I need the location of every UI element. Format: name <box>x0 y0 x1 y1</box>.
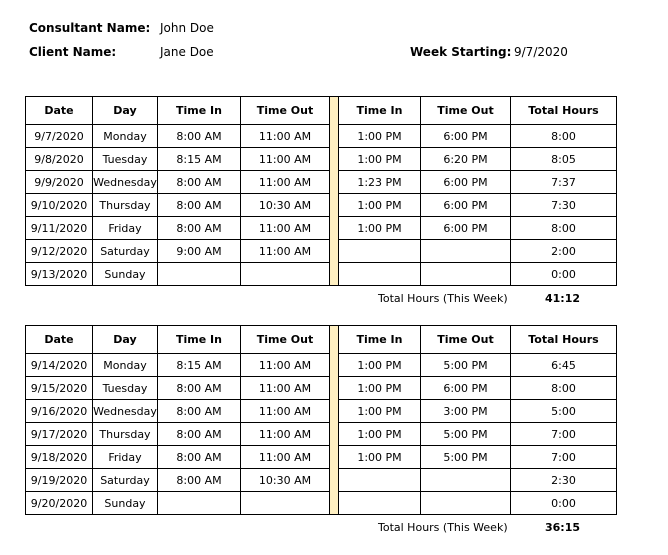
table-header-row <box>26 326 617 354</box>
column-separator <box>330 469 339 492</box>
cell-date: 9/14/2020 <box>26 354 93 377</box>
column-separator <box>330 423 339 446</box>
col-header-day: Day <box>93 97 158 125</box>
cell-date: 9/12/2020 <box>26 240 93 263</box>
col-header-day: Day <box>93 326 158 354</box>
cell-time-out-pm: 5:00 PM <box>421 446 511 469</box>
cell-time-in-am: 8:00 AM <box>158 400 241 423</box>
col-header-time-out-pm: Time Out <box>421 97 511 125</box>
cell-date: 9/7/2020 <box>26 125 93 148</box>
table-row <box>26 469 617 492</box>
cell-time-out-pm: 6:00 PM <box>421 217 511 240</box>
cell-time-out-am: 11:00 AM <box>241 423 330 446</box>
cell-date: 9/16/2020 <box>26 400 93 423</box>
cell-time-out-pm: 5:00 PM <box>421 423 511 446</box>
cell-time-in-pm <box>339 469 421 492</box>
cell-time-out-am: 11:00 AM <box>241 446 330 469</box>
cell-total-hours: 5:00 <box>511 400 617 423</box>
cell-total-hours: 7:00 <box>511 423 617 446</box>
cell-day: Wednesday <box>93 171 158 194</box>
table-row <box>26 492 617 515</box>
consultant-name-label: Consultant Name: <box>29 21 151 35</box>
cell-time-in-pm: 1:00 PM <box>339 125 421 148</box>
cell-time-in-pm: 1:00 PM <box>339 148 421 171</box>
column-separator <box>330 377 339 400</box>
client-name-label: Client Name: <box>29 45 117 59</box>
cell-time-out-pm <box>421 469 511 492</box>
consultant-name-value: John Doe <box>160 21 214 35</box>
cell-day: Friday <box>93 217 158 240</box>
table-row <box>26 240 617 263</box>
cell-time-in-am: 8:00 AM <box>158 217 241 240</box>
cell-date: 9/19/2020 <box>26 469 93 492</box>
cell-day: Saturday <box>93 469 158 492</box>
cell-day: Tuesday <box>93 148 158 171</box>
cell-date: 9/11/2020 <box>26 217 93 240</box>
cell-time-in-pm: 1:00 PM <box>339 377 421 400</box>
cell-time-in-am: 8:00 AM <box>158 423 241 446</box>
cell-time-in-am: 8:00 AM <box>158 171 241 194</box>
table-row <box>26 125 617 148</box>
cell-time-in-am: 8:15 AM <box>158 148 241 171</box>
column-separator <box>330 148 339 171</box>
cell-date: 9/20/2020 <box>26 492 93 515</box>
cell-total-hours: 0:00 <box>511 263 617 286</box>
table-row <box>26 263 617 286</box>
cell-date: 9/18/2020 <box>26 446 93 469</box>
cell-total-hours: 2:00 <box>511 240 617 263</box>
cell-time-in-pm <box>339 240 421 263</box>
cell-day: Friday <box>93 446 158 469</box>
cell-time-in-pm: 1:23 PM <box>339 171 421 194</box>
column-separator <box>330 354 339 377</box>
col-header-total-hours: Total Hours <box>511 97 617 125</box>
cell-total-hours: 8:00 <box>511 125 617 148</box>
cell-time-in-pm <box>339 492 421 515</box>
cell-day: Sunday <box>93 492 158 515</box>
week-1-total-label: Total Hours (This Week) <box>378 292 508 305</box>
column-separator <box>330 446 339 469</box>
cell-total-hours: 8:00 <box>511 377 617 400</box>
table-row <box>26 194 617 217</box>
col-header-time-in-am: Time In <box>158 326 241 354</box>
cell-date: 9/13/2020 <box>26 263 93 286</box>
cell-time-in-pm: 1:00 PM <box>339 446 421 469</box>
cell-day: Thursday <box>93 423 158 446</box>
cell-time-out-am: 11:00 AM <box>241 171 330 194</box>
column-separator <box>330 97 339 125</box>
cell-time-in-am <box>158 263 241 286</box>
col-header-time-out-am: Time Out <box>241 97 330 125</box>
cell-total-hours: 7:30 <box>511 194 617 217</box>
cell-time-out-am: 11:00 AM <box>241 400 330 423</box>
table-row <box>26 217 617 240</box>
column-separator <box>330 492 339 515</box>
column-separator <box>330 217 339 240</box>
cell-time-in-am: 8:00 AM <box>158 194 241 217</box>
col-header-date: Date <box>26 326 93 354</box>
cell-day: Monday <box>93 354 158 377</box>
cell-time-in-am: 8:00 AM <box>158 446 241 469</box>
cell-time-in-pm: 1:00 PM <box>339 354 421 377</box>
cell-time-out-pm: 6:00 PM <box>421 377 511 400</box>
cell-time-out-pm: 6:00 PM <box>421 125 511 148</box>
cell-time-out-pm: 3:00 PM <box>421 400 511 423</box>
cell-time-out-pm <box>421 240 511 263</box>
cell-time-in-pm: 1:00 PM <box>339 194 421 217</box>
cell-day: Thursday <box>93 194 158 217</box>
client-name-value: Jane Doe <box>160 45 214 59</box>
cell-date: 9/9/2020 <box>26 171 93 194</box>
table-row <box>26 171 617 194</box>
timesheet-table-week-1 <box>25 96 617 286</box>
cell-time-in-am: 8:00 AM <box>158 377 241 400</box>
cell-total-hours: 7:00 <box>511 446 617 469</box>
cell-time-in-pm: 1:00 PM <box>339 400 421 423</box>
table-row <box>26 423 617 446</box>
cell-date: 9/17/2020 <box>26 423 93 446</box>
cell-total-hours: 7:37 <box>511 171 617 194</box>
cell-time-out-pm <box>421 263 511 286</box>
col-header-time-in-am: Time In <box>158 97 241 125</box>
cell-total-hours: 8:00 <box>511 217 617 240</box>
cell-time-out-am: 11:00 AM <box>241 354 330 377</box>
cell-time-out-am: 11:00 AM <box>241 148 330 171</box>
cell-time-out-pm <box>421 492 511 515</box>
week-2-total-label: Total Hours (This Week) <box>378 521 508 534</box>
column-separator <box>330 125 339 148</box>
cell-time-out-am: 11:00 AM <box>241 217 330 240</box>
cell-time-in-am: 8:15 AM <box>158 354 241 377</box>
column-separator <box>330 194 339 217</box>
cell-total-hours: 6:45 <box>511 354 617 377</box>
table-row <box>26 377 617 400</box>
cell-time-out-am <box>241 492 330 515</box>
cell-time-out-am <box>241 263 330 286</box>
col-header-date: Date <box>26 97 93 125</box>
cell-time-out-am: 11:00 AM <box>241 240 330 263</box>
cell-time-in-am: 9:00 AM <box>158 240 241 263</box>
table-row <box>26 354 617 377</box>
cell-time-out-pm: 5:00 PM <box>421 354 511 377</box>
cell-total-hours: 0:00 <box>511 492 617 515</box>
week-1-total-value: 41:12 <box>545 292 581 305</box>
table-header-row <box>26 97 617 125</box>
table-row <box>26 148 617 171</box>
column-separator <box>330 326 339 354</box>
col-header-time-out-pm: Time Out <box>421 326 511 354</box>
cell-time-in-pm: 1:00 PM <box>339 423 421 446</box>
week-starting-label: Week Starting: <box>410 45 512 59</box>
col-header-total-hours: Total Hours <box>511 326 617 354</box>
cell-time-out-pm: 6:00 PM <box>421 171 511 194</box>
cell-day: Saturday <box>93 240 158 263</box>
column-separator <box>330 171 339 194</box>
cell-date: 9/10/2020 <box>26 194 93 217</box>
col-header-time-in-pm: Time In <box>339 326 421 354</box>
column-separator <box>330 240 339 263</box>
cell-time-out-pm: 6:00 PM <box>421 194 511 217</box>
week-2-total-value: 36:15 <box>545 521 581 534</box>
cell-time-in-pm: 1:00 PM <box>339 217 421 240</box>
cell-day: Sunday <box>93 263 158 286</box>
cell-time-out-am: 10:30 AM <box>241 194 330 217</box>
cell-time-in-am: 8:00 AM <box>158 469 241 492</box>
cell-day: Tuesday <box>93 377 158 400</box>
cell-time-out-pm: 6:20 PM <box>421 148 511 171</box>
column-separator <box>330 400 339 423</box>
cell-time-out-am: 11:00 AM <box>241 125 330 148</box>
cell-day: Monday <box>93 125 158 148</box>
cell-time-in-am <box>158 492 241 515</box>
col-header-time-in-pm: Time In <box>339 97 421 125</box>
cell-total-hours: 2:30 <box>511 469 617 492</box>
cell-time-out-am: 11:00 AM <box>241 377 330 400</box>
cell-time-in-am: 8:00 AM <box>158 125 241 148</box>
column-separator <box>330 263 339 286</box>
cell-date: 9/15/2020 <box>26 377 93 400</box>
col-header-time-out-am: Time Out <box>241 326 330 354</box>
cell-total-hours: 8:05 <box>511 148 617 171</box>
timesheet-table-week-2 <box>25 325 617 515</box>
cell-time-in-pm <box>339 263 421 286</box>
table-row <box>26 400 617 423</box>
cell-date: 9/8/2020 <box>26 148 93 171</box>
cell-time-out-am: 10:30 AM <box>241 469 330 492</box>
week-starting-value: 9/7/2020 <box>514 45 568 59</box>
cell-day: Wednesday <box>93 400 158 423</box>
table-row <box>26 446 617 469</box>
